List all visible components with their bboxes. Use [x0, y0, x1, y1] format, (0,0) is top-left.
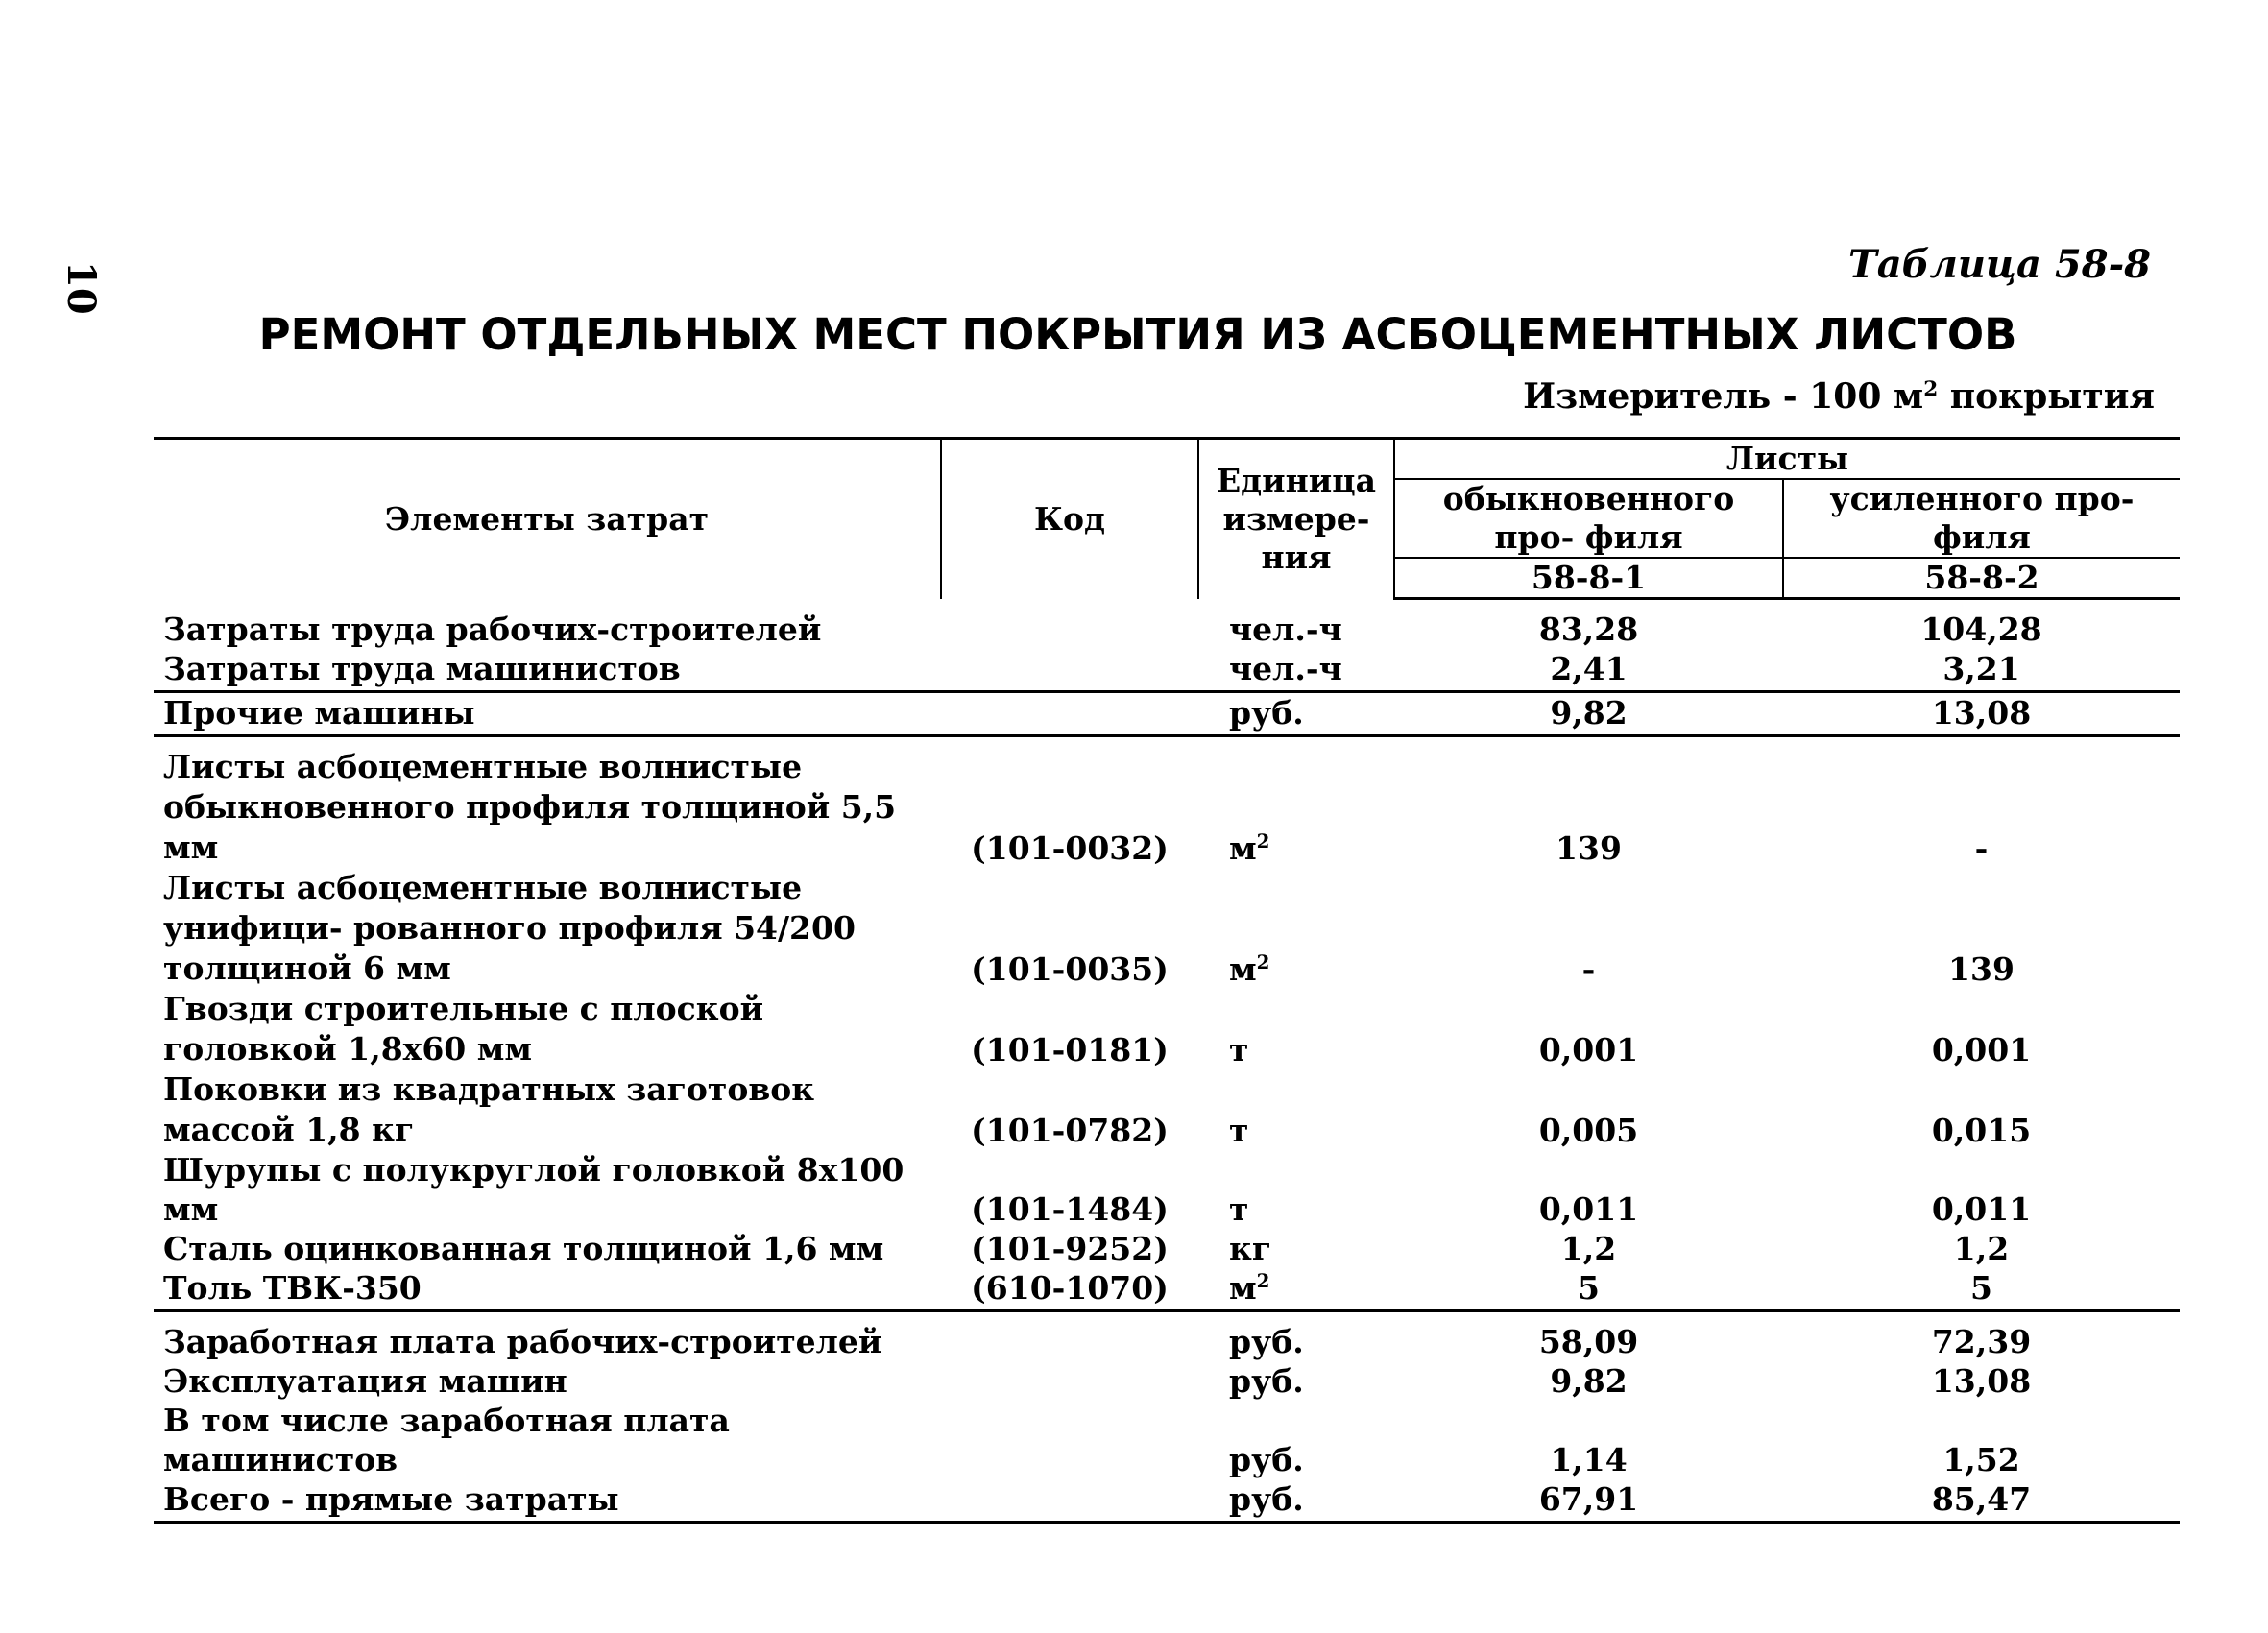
- row-name: Затраты труда рабочих-строителей: [163, 611, 822, 648]
- row-code: (610-1070): [941, 1268, 1198, 1311]
- unit-text: м: [1229, 1269, 1257, 1307]
- row-value-2: 5: [1783, 1268, 2180, 1311]
- row-value-2: 72,39: [1931, 1323, 2032, 1360]
- measure-sup: 2: [1923, 377, 1939, 401]
- row-unit: т: [1229, 1190, 1249, 1228]
- row-value-1: 2,41: [1394, 649, 1783, 692]
- table-row: [154, 1361, 2180, 1401]
- row-code: [941, 1361, 1198, 1401]
- row-value-1: -: [1581, 950, 1596, 988]
- row-value-2: -: [1974, 829, 1989, 867]
- row-value-2: 139: [1948, 950, 2015, 988]
- row-value-1: 9,82: [1550, 1362, 1628, 1400]
- row-value-2: 85,47: [1783, 1479, 2180, 1523]
- table-row: [154, 989, 2180, 1069]
- row-name: Сталь оцинкованная толщиной 1,6 мм: [163, 1230, 884, 1267]
- row-code: (101-0782): [971, 1112, 1169, 1149]
- row-code: (101-0032): [971, 829, 1169, 867]
- row-value-1: 0,005: [1538, 1112, 1639, 1149]
- row-unit: [1198, 1268, 1394, 1311]
- table-row: [154, 1229, 2180, 1268]
- row-name: Поковки из квадратных заготовок массой 1,8 кг: [163, 1070, 815, 1148]
- unit-text: м: [1229, 950, 1257, 988]
- row-code: [941, 649, 1198, 692]
- row-name: Эксплуатация машин: [163, 1362, 567, 1400]
- row-code: (101-0181): [971, 1031, 1169, 1069]
- measure-prefix: Измеритель - 100 м: [1523, 376, 1924, 417]
- table-row: [154, 1311, 2180, 1362]
- row-value-1: 1,14: [1550, 1441, 1628, 1478]
- row-value-2: 13,08: [1931, 1362, 2032, 1400]
- unit-sup: 2: [1256, 829, 1270, 853]
- header-reinforced: усиленного про- филя: [1829, 480, 2135, 556]
- header-ordinary: обыкновенного про- филя: [1394, 479, 1783, 558]
- row-unit: кг: [1229, 1230, 1272, 1267]
- row-unit: руб.: [1229, 1362, 1304, 1400]
- table-row: [154, 1150, 2180, 1229]
- row-unit: [1198, 736, 1394, 869]
- row-unit: т: [1229, 1112, 1249, 1149]
- row-name: Заработная плата рабочих-строителей: [163, 1323, 882, 1360]
- row-code: [941, 1311, 1198, 1362]
- header-sheets: Листы: [1394, 439, 2180, 480]
- row-unit: чел.-ч: [1198, 649, 1394, 692]
- row-value-1: 0,011: [1538, 1190, 1639, 1228]
- row-code: (101-0035): [971, 950, 1169, 988]
- header-code-1: 58-8-1: [1394, 558, 1783, 599]
- row-name: В том числе заработная плата машинистов: [163, 1402, 730, 1478]
- header-code: Код: [941, 439, 1198, 599]
- row-value-2: 13,08: [1783, 692, 2180, 736]
- row-unit: [1198, 868, 1394, 989]
- row-unit: руб.: [1229, 1441, 1304, 1478]
- row-code: [941, 1479, 1198, 1523]
- table-row: [154, 1479, 2180, 1523]
- table-row: [154, 599, 2180, 650]
- row-name: Листы асбоцементные волнистые унифици- рованного профиля 54/200 толщиной 6 мм: [163, 869, 856, 987]
- row-unit: т: [1229, 1031, 1249, 1069]
- row-value-2: 0,011: [1931, 1190, 2032, 1228]
- row-name: Листы асбоцементные волнистые обыкновенного профиля толщиной 5,5 мм: [163, 748, 897, 866]
- row-value-1: 0,001: [1538, 1031, 1639, 1069]
- row-value-1: 1,2: [1560, 1230, 1617, 1267]
- cost-table: [154, 437, 2180, 1524]
- table-row: [154, 1268, 2180, 1311]
- row-value-1: 58,09: [1538, 1323, 1639, 1360]
- row-unit: чел.-ч: [1229, 611, 1342, 648]
- table-row: [154, 692, 2180, 736]
- table-row: [154, 736, 2180, 869]
- row-value-2: 1,2: [1953, 1230, 2010, 1267]
- row-value-1: 83,28: [1538, 611, 1639, 648]
- page-title: РЕМОНТ ОТДЕЛЬНЫХ МЕСТ ПОКРЫТИЯ ИЗ АСБОЦЕМЕНТНЫХ ЛИСТОВ: [258, 309, 2017, 360]
- row-value-2: 1,52: [1942, 1441, 2020, 1478]
- row-unit: руб.: [1198, 1479, 1394, 1523]
- unit-sup: 2: [1256, 1269, 1270, 1292]
- row-name: Всего - прямые затраты: [154, 1479, 941, 1523]
- page-number: 10: [59, 261, 104, 315]
- row-code: [941, 1401, 1198, 1479]
- row-value-2: 0,015: [1931, 1112, 2032, 1149]
- table-row: [154, 868, 2180, 989]
- row-unit: руб.: [1198, 692, 1394, 736]
- row-value-1: 9,82: [1394, 692, 1783, 736]
- unit-text: м: [1229, 829, 1257, 867]
- row-code: [941, 599, 1198, 650]
- row-name: Гвозди строительные с плоской головкой 1,8х60 мм: [163, 990, 764, 1068]
- row-code: [941, 692, 1198, 736]
- measure-unit: [1523, 376, 2155, 417]
- row-value-1: 139: [1556, 829, 1622, 867]
- row-name: Прочие машины: [154, 692, 941, 736]
- row-name: Затраты труда машинистов: [154, 649, 941, 692]
- row-value-2: 0,001: [1931, 1031, 2032, 1069]
- table-row: [154, 649, 2180, 692]
- unit-sup: 2: [1256, 950, 1270, 973]
- header-elements: Элементы затрат: [154, 439, 941, 599]
- table-label: Таблица 58-8: [1848, 242, 2151, 287]
- row-value-1: 67,91: [1394, 1479, 1783, 1523]
- row-value-1: 5: [1394, 1268, 1783, 1311]
- row-code: (101-9252): [971, 1230, 1169, 1267]
- row-value-2: 3,21: [1783, 649, 2180, 692]
- row-name: Толь ТВК-350: [154, 1268, 941, 1311]
- row-name: Шурупы с полукруглой головкой 8х100 мм: [163, 1151, 905, 1228]
- row-code: (101-1484): [971, 1190, 1169, 1228]
- header-unit: Единица измере- ния: [1198, 439, 1394, 599]
- table-row: [154, 1069, 2180, 1150]
- header-code-2: 58-8-2: [1783, 558, 2180, 599]
- row-unit: руб.: [1229, 1323, 1304, 1360]
- row-value-2: 104,28: [1920, 611, 2042, 648]
- table-row: [154, 1401, 2180, 1479]
- measure-suffix: покрытия: [1938, 376, 2155, 417]
